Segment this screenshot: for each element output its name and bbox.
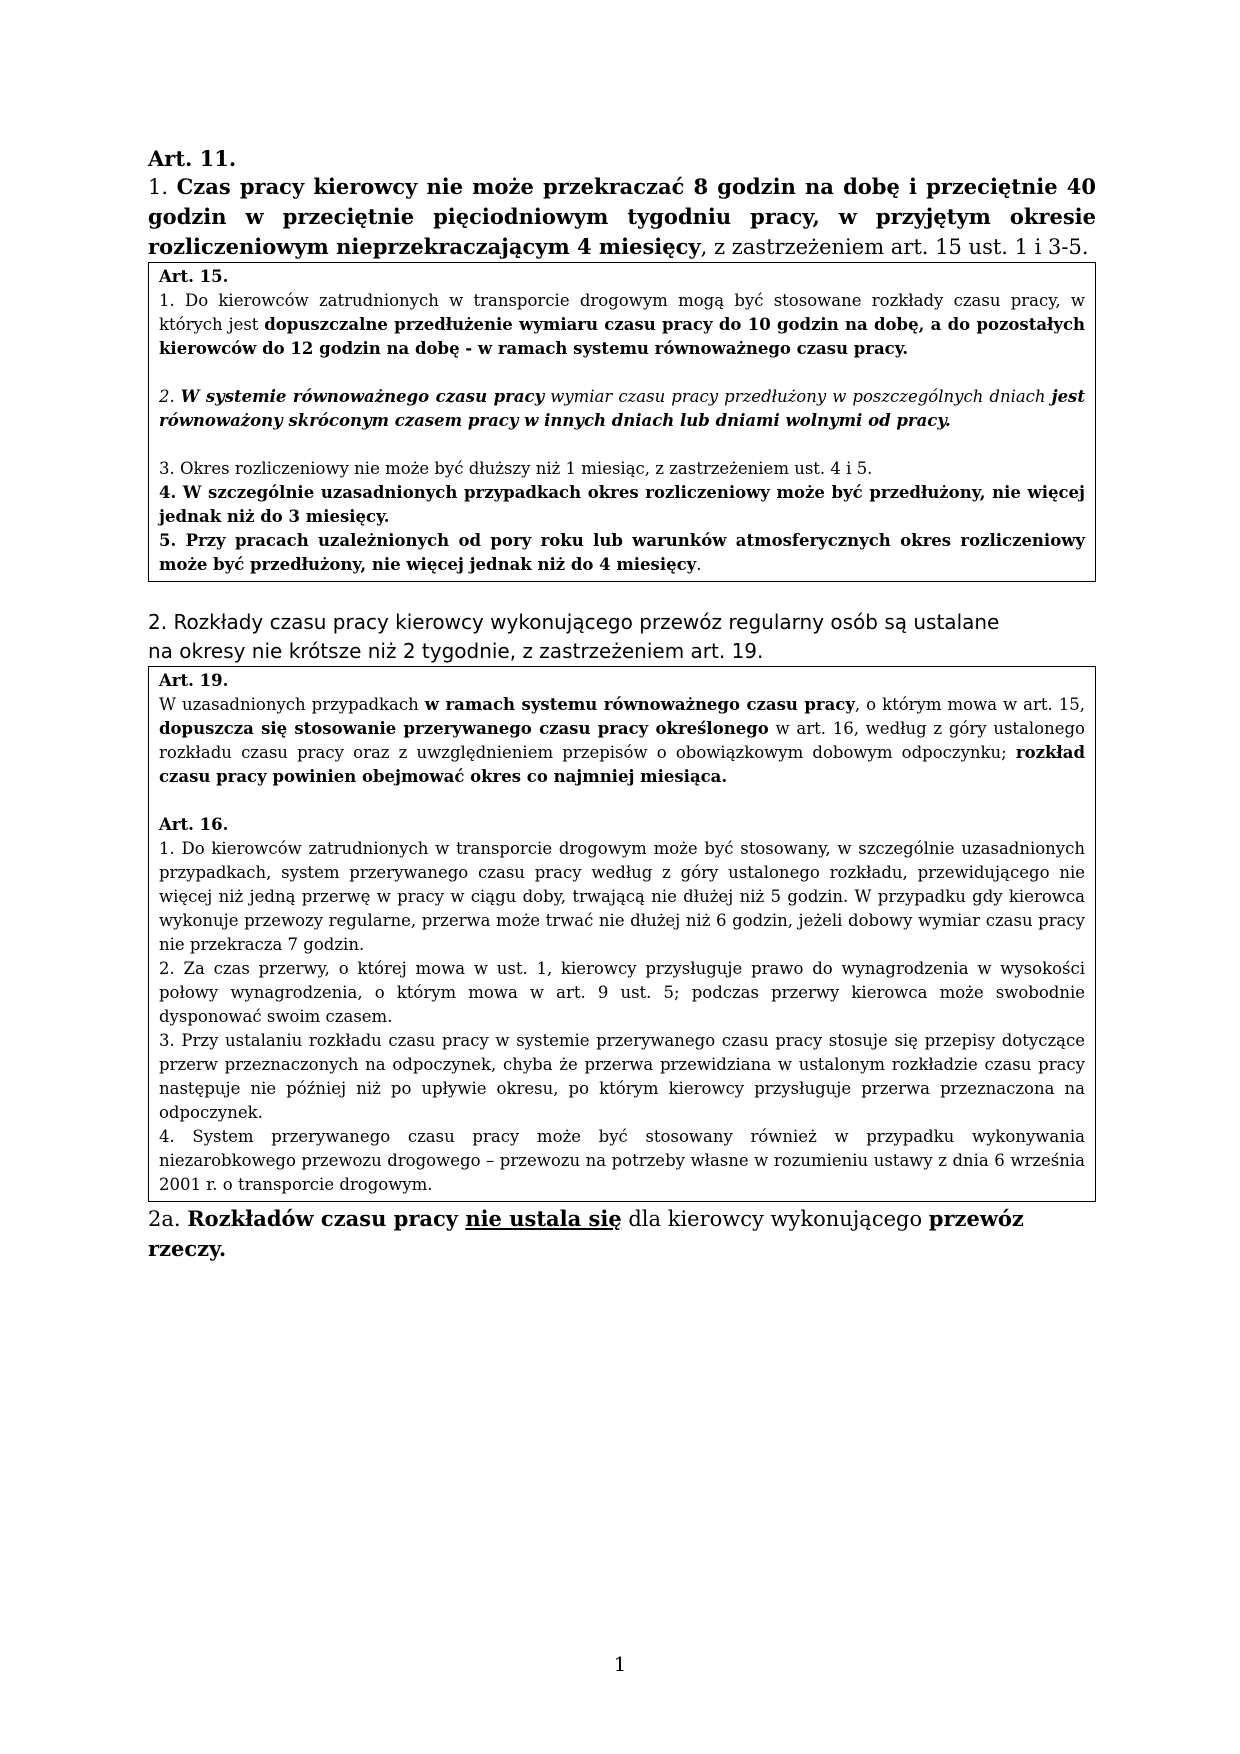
art15-section-1 (159, 289, 1085, 361)
art15-section-2 (159, 385, 1085, 433)
art19-text-a: W uzasadnionych przypadkach (159, 695, 425, 714)
p1-rest-text: , z zastrzeżeniem art. 15 ust. 1 i 3-5. (700, 235, 1089, 259)
art15-s2-num: 2. (159, 387, 181, 406)
p2-line-2: na okresy nie krótsze niż 2 tygodnie, z zastrzeżeniem art. 19. (148, 639, 764, 663)
art19-text-d: dopuszcza się stosowanie przerywanego czasu pracy określonego (159, 719, 769, 738)
art15-s5-bold: 5. Przy pracach uzależnionych od pory roku lub warunków atmosferycznych okres rozliczeniowy może być przedłużony, nie więcej jednak niż do 4 miesięcy (159, 531, 1085, 574)
art19-text-e: w art. 16, według z góry ustalonego rozkładu czasu pracy oraz z uwzględnieniem przepisów o obowiązkowym dobowym odpoczynku; (159, 719, 1085, 762)
art15-s2-bold-end: jest równoważony skróconym czasem pracy w innych dniach lub dniami wolnymi od pracy. (159, 387, 1085, 430)
art11-paragraph-2a (148, 1204, 1096, 1264)
art15-s2-italic: wymiar czasu pracy przedłużony w poszczególnych dniach (544, 387, 1052, 406)
art16-section-2: 2. Za czas przerwy, o której mowa w ust. 1, kierowcy przysługuje prawo do wynagrodzenia w wysokości połowy wynagrodzenia, o którym mowa w art. 9 ust. 5; podczas przerwy kierowca może swobodnie dysponować swoim czasem. (159, 959, 1085, 1026)
art15-box (148, 262, 1096, 582)
p1-number: 1. (148, 175, 177, 199)
art19-text-c: , o którym mowa w art. 15, (854, 695, 1085, 714)
art15-heading: Art. 15. (159, 267, 229, 286)
art11-paragraph-2 (148, 608, 1096, 666)
art16-section-4: 4. System przerywanego czasu pracy może być stosowany również w przypadku wykonywania niezarobkowego przewozu drogowego – przewozu na potrzeby własne w rozumieniu ustawy z dnia 6 września 2001 r. o transporcie drogowym. (159, 1127, 1085, 1194)
art15-s2-bold: W systemie równoważnego czasu pracy (180, 387, 545, 406)
art15-section-3: 3. Okres rozliczeniowy nie może być dłuższy niż 1 miesiąc, z zastrzeżeniem ust. 4 i 5. (159, 459, 873, 478)
page-number: 1 (613, 1652, 627, 1676)
p2-line-1: 2. Rozkłady czasu pracy kierowcy wykonującego przewóz regularny osób są ustalane (148, 610, 1000, 634)
art15-section-4: 4. W szczególnie uzasadnionych przypadkach okres rozliczeniowy może być przedłużony, nie więcej jednak niż do 3 miesięcy. (159, 483, 1085, 526)
art19-heading: Art. 19. (159, 671, 229, 690)
art11-heading: Art. 11. (148, 146, 237, 171)
document-page (148, 146, 1096, 1264)
art11-paragraph-1 (148, 172, 1096, 262)
p2a-number: 2a. (148, 1207, 188, 1231)
p2a-bold-2: przewóz rzeczy. (148, 1206, 1024, 1261)
art19-art16-box (148, 666, 1096, 1202)
p1-bold-text: Czas pracy kierowcy nie może przekraczać 8 godzin na dobę i przeciętnie 40 godzin w przeciętnie pięciodniowym tygodniu pracy, w przyjętym okresie rozliczeniowym nieprzekraczającym 4 miesięcy (148, 174, 1096, 259)
p2a-mid: dla kierowcy wykonującego (621, 1207, 929, 1231)
p2a-bold-underlined: nie ustala się (465, 1206, 622, 1231)
art15-s1-text: 1. Do kierowców zatrudnionych w transporcie drogowym mogą być stosowane rozkłady czasu pracy, w których jest (159, 291, 1085, 334)
art19-text-b: w ramach systemu równoważnego czasu pracy (424, 695, 855, 714)
art16-section-3: 3. Przy ustalaniu rozkładu czasu pracy w systemie przerywanego czasu pracy stosuje się przepisy dotyczące przerw przeznaczonych na odpoczynek, chyba że przerwa przewidziana w ustalonym rozkładzie czasu pracy następuje nie później niż po upływie okresu, po którym kierowcy przysługuje przerwa przeznaczona na odpoczynek. (159, 1031, 1085, 1122)
art19-text-f: rozkład czasu pracy powinien obejmować okres co najmniej miesiąca. (159, 743, 1085, 786)
art16-heading: Art. 16. (159, 815, 229, 834)
art19-text (159, 693, 1085, 789)
art15-s5-end: . (696, 555, 702, 574)
art15-s1-bold: dopuszczalne przedłużenie wymiaru czasu pracy do 10 godzin na dobę, a do pozostałych kierowców do 12 godzin na dobę - w ramach systemu równoważnego czasu pracy. (159, 315, 1085, 358)
art15-section-5 (159, 529, 1085, 577)
p2a-bold-1: Rozkładów czasu pracy (187, 1206, 466, 1231)
art16-section-1: 1. Do kierowców zatrudnionych w transporcie drogowym może być stosowany, w szczególnie uzasadnionych przypadkach, system przerywanego czasu pracy według z góry ustalonego rozkładu, przewidującego nie więcej niż jedną przerwę w pracy w ciągu doby, trwającą nie dłużej niż 5 godzin. W przypadku gdy kierowca wykonuje przewozy regularne, przerwa może trwać nie dłużej niż 6 godzin, jeżeli dobowy wymiar czasu pracy nie przekracza 7 godzin. (159, 839, 1085, 954)
